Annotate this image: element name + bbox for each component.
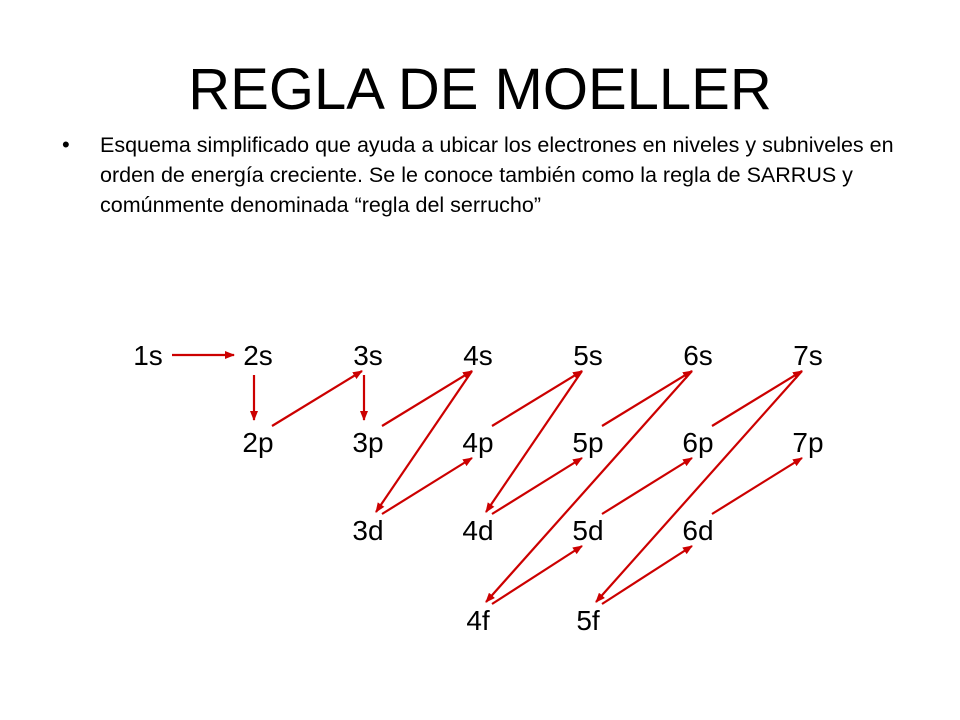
orbital-labels <box>133 340 823 636</box>
orbital-label-6p: 6p <box>682 427 714 458</box>
fill-order-arrows <box>172 355 802 604</box>
arrow-5d-to-6p <box>602 458 692 514</box>
arrow-3d-to-4p <box>382 458 472 514</box>
orbital-label-6s: 6s <box>683 340 713 371</box>
orbital-label-5d: 5d <box>572 515 604 546</box>
arrow-6d-to-7p <box>712 458 802 514</box>
orbital-label-3p: 3p <box>352 427 384 458</box>
arrow-4p-to-5s <box>492 371 582 426</box>
orbital-label-3d: 3d <box>352 515 384 546</box>
orbital-label-6d: 6d <box>682 515 714 546</box>
orbital-label-4s: 4s <box>463 340 493 371</box>
orbital-label-5p: 5p <box>572 427 604 458</box>
arrow-5s-to-4d <box>486 371 582 512</box>
orbital-label-1s: 1s <box>133 340 163 371</box>
arrow-2p-to-3s <box>272 371 362 426</box>
orbital-label-7s: 7s <box>793 340 823 371</box>
arrow-5f-to-6d <box>602 546 692 604</box>
orbital-label-5s: 5s <box>573 340 603 371</box>
arrow-4f-to-5d <box>492 546 582 604</box>
orbital-label-4p: 4p <box>462 427 494 458</box>
arrow-4s-to-3d <box>376 371 472 512</box>
description-text: Esquema simplificado que ayuda a ubicar los electrones en niveles y subniveles en orden de energía creciente. Se le conoce también como la regla de SARRUS y comúnmente denominada “regla del serrucho” <box>100 133 894 217</box>
bullet-marker: • <box>62 132 70 157</box>
arrow-5p-to-6s <box>602 371 692 426</box>
orbital-label-4d: 4d <box>462 515 494 546</box>
arrow-4d-to-5p <box>492 458 582 514</box>
orbital-label-3s: 3s <box>353 340 383 371</box>
arrow-6p-to-7s <box>712 371 802 426</box>
slide-title: REGLA DE MOELLER <box>188 57 772 122</box>
orbital-label-7p: 7p <box>792 427 824 458</box>
arrow-7s-to-5f <box>596 371 802 602</box>
orbital-label-4f: 4f <box>466 605 490 636</box>
orbital-label-2s: 2s <box>243 340 273 371</box>
orbital-label-2p: 2p <box>242 427 274 458</box>
arrow-3p-to-4s <box>382 371 472 426</box>
orbital-label-5f: 5f <box>576 605 600 636</box>
arrow-6s-to-4f <box>486 371 692 602</box>
